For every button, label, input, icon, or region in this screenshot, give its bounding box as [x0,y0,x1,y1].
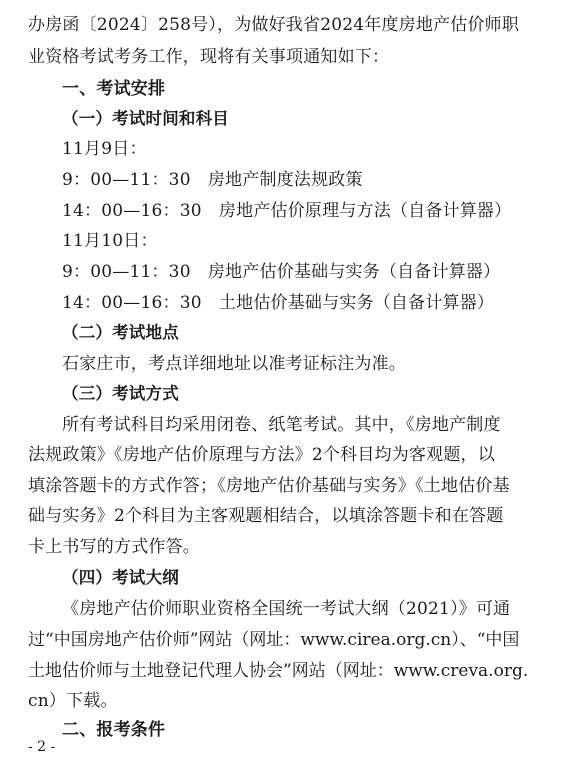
body-text-line: cn）下载。 [28,691,118,711]
body-text-line: 石家庄市，考点详细地址以准考证标注为准。 [62,354,406,374]
body-text-line: 土地估价师与土地登记代理人协会”网站（网址：www.creva.org. [28,661,529,681]
subsection-heading-time-subjects: （一）考试时间和科目 [62,109,229,128]
body-text-line: 卡上书写的方式作答。 [28,537,200,557]
body-text-line: 础与实务》2个科目为主客观题相结合，以填涂答题卡和在答题 [28,506,504,526]
subsection-heading-location: （二）考试地点 [62,323,179,342]
body-text-line: 所有考试科目均采用闭卷、纸笔考试。其中，《房地产制度 [62,415,501,435]
body-text-line: 填涂答题卡的方式作答；《房地产估价基础与实务》《土地估价基 [28,476,510,496]
subsection-heading-syllabus: （四）考试大纲 [62,568,179,587]
section-heading-exam-arrangement: 一、考试安排 [62,79,166,99]
section-heading-eligibility: 二、报考条件 [62,720,166,740]
date-line-nov-10: 11月10日： [62,231,158,251]
body-text-line: 业资格考试考务工作，现将有关事项通知如下： [28,47,390,67]
page-number: - 2 - [28,739,56,755]
body-text-line: 过“中国房地产估价师”网站（网址：www.cirea.org.cn）、“中国 [28,630,520,650]
body-text-line: 法规政策》《房地产估价原理与方法》2个科目均为客观题，以 [28,445,495,465]
date-line-nov-9: 11月9日： [62,139,147,159]
schedule-line: 14：00—16：30 房地产估价原理与方法（自备计算器） [62,201,512,221]
schedule-line: 14：00—16：30 土地估价基础与实务（自备计算器） [62,293,495,313]
body-text-line: 办房函〔2024〕258号），为做好我省2024年度房地产估价师职 [28,15,520,35]
schedule-line: 9：00—11：30 房地产制度法规政策 [62,170,363,190]
schedule-line: 9：00—11：30 房地产估价基础与实务（自备计算器） [62,262,501,282]
subsection-heading-method: （三）考试方式 [62,384,179,403]
body-text-line: 《房地产估价师职业资格全国统一考试大纲（2021）》可通 [62,599,511,619]
